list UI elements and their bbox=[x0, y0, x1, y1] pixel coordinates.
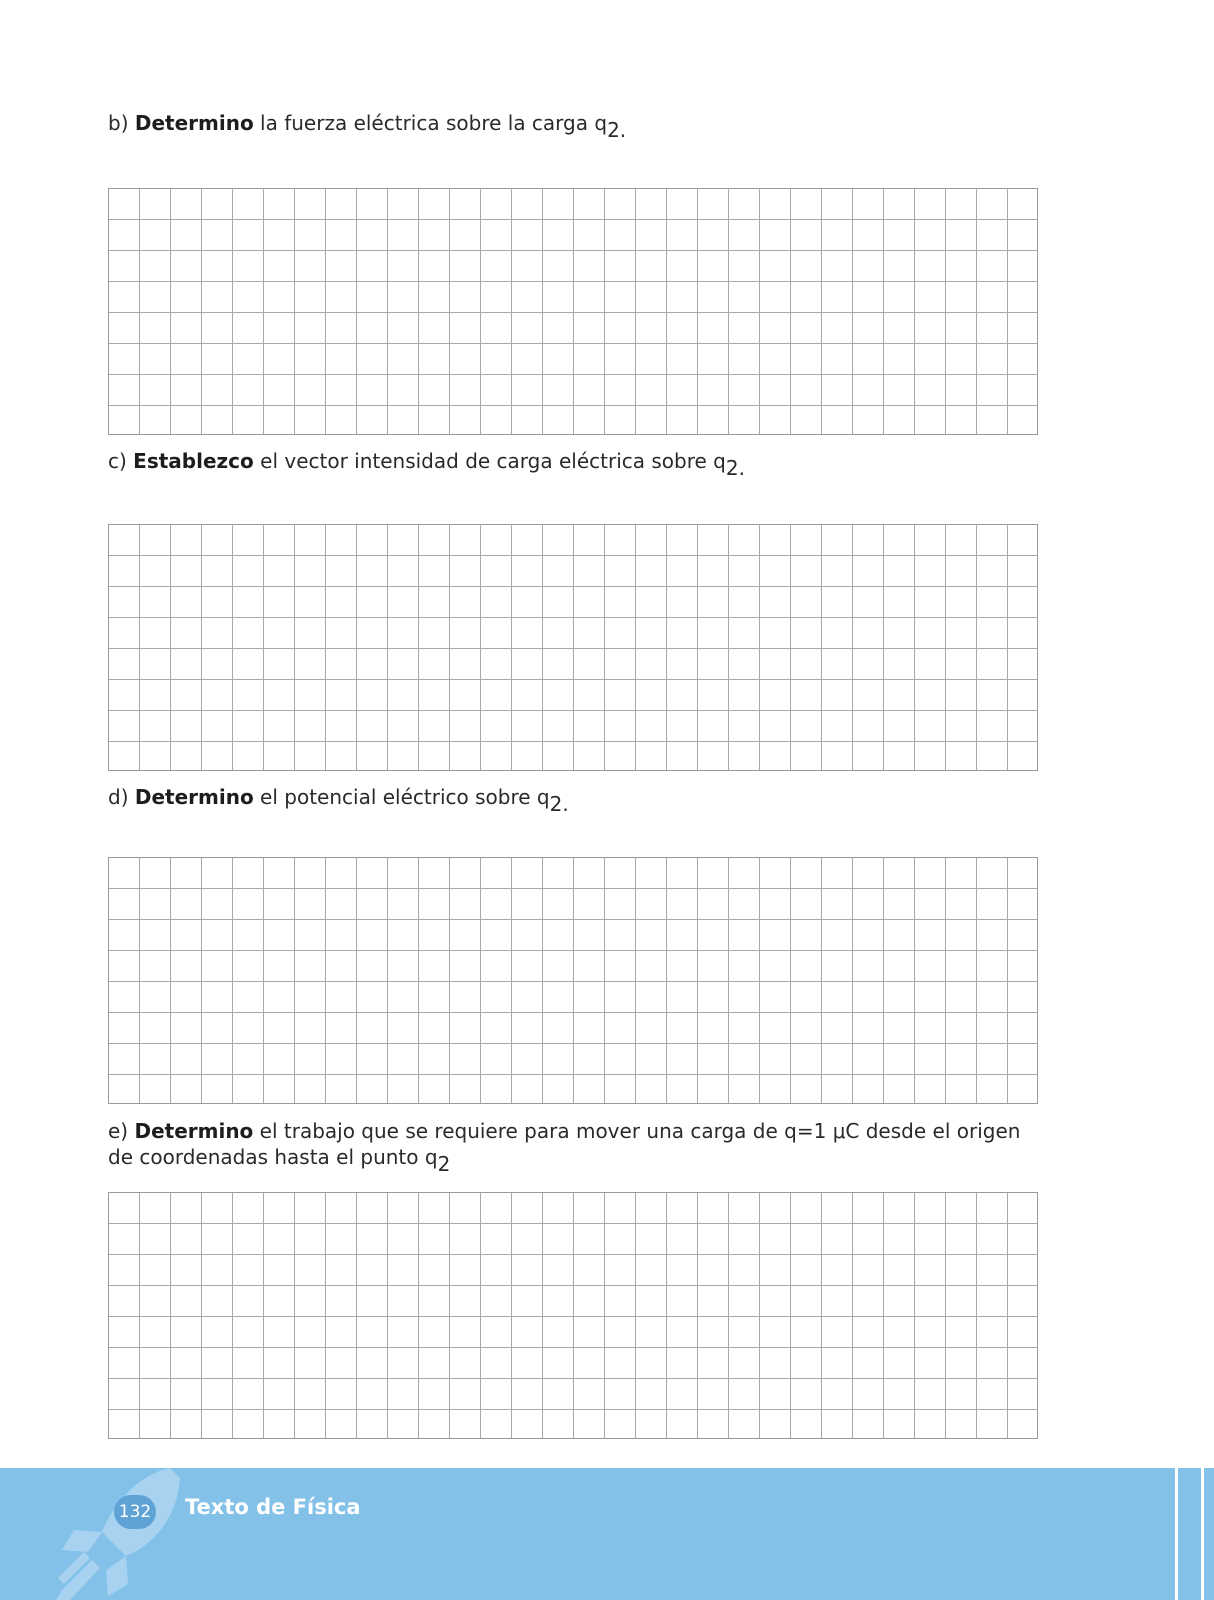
answer-grid-b[interactable] bbox=[108, 188, 1038, 435]
question-c bbox=[108, 448, 1038, 480]
rocket-icon bbox=[52, 1468, 192, 1600]
question-subscript: 2 bbox=[437, 1152, 451, 1176]
footer-divider bbox=[1175, 1468, 1178, 1600]
answer-grid-d[interactable] bbox=[108, 857, 1038, 1104]
question-subscript: 2. bbox=[607, 118, 627, 142]
question-label: b) bbox=[108, 111, 129, 135]
question-verb: Determino bbox=[134, 785, 254, 809]
question-subscript: 2. bbox=[549, 792, 569, 816]
question-text: el trabajo que se requiere para mover una carga de q=1 μC desde el origen de coordenadas hasta el punto q bbox=[108, 1119, 1021, 1169]
question-label: d) bbox=[108, 785, 129, 809]
answer-grid-e[interactable] bbox=[108, 1192, 1038, 1439]
question-label: e) bbox=[108, 1119, 129, 1143]
question-label: c) bbox=[108, 449, 127, 473]
question-text: el potencial eléctrico sobre q bbox=[253, 785, 550, 809]
question-verb: Establezco bbox=[133, 449, 254, 473]
question-verb: Determino bbox=[134, 111, 254, 135]
question-d bbox=[108, 784, 1038, 816]
question-verb: Determino bbox=[134, 1119, 254, 1143]
answer-grid-c[interactable] bbox=[108, 524, 1038, 771]
footer-book-title: Texto de Física bbox=[185, 1495, 361, 1519]
question-text: el vector intensidad de carga eléctrica sobre q bbox=[253, 449, 726, 473]
page-number: 132 bbox=[114, 1495, 156, 1529]
footer-divider bbox=[1201, 1468, 1204, 1600]
question-b bbox=[108, 110, 1038, 142]
question-subscript: 2. bbox=[725, 456, 745, 480]
question-text: la fuerza eléctrica sobre la carga q bbox=[253, 111, 608, 135]
question-e bbox=[108, 1118, 1038, 1176]
